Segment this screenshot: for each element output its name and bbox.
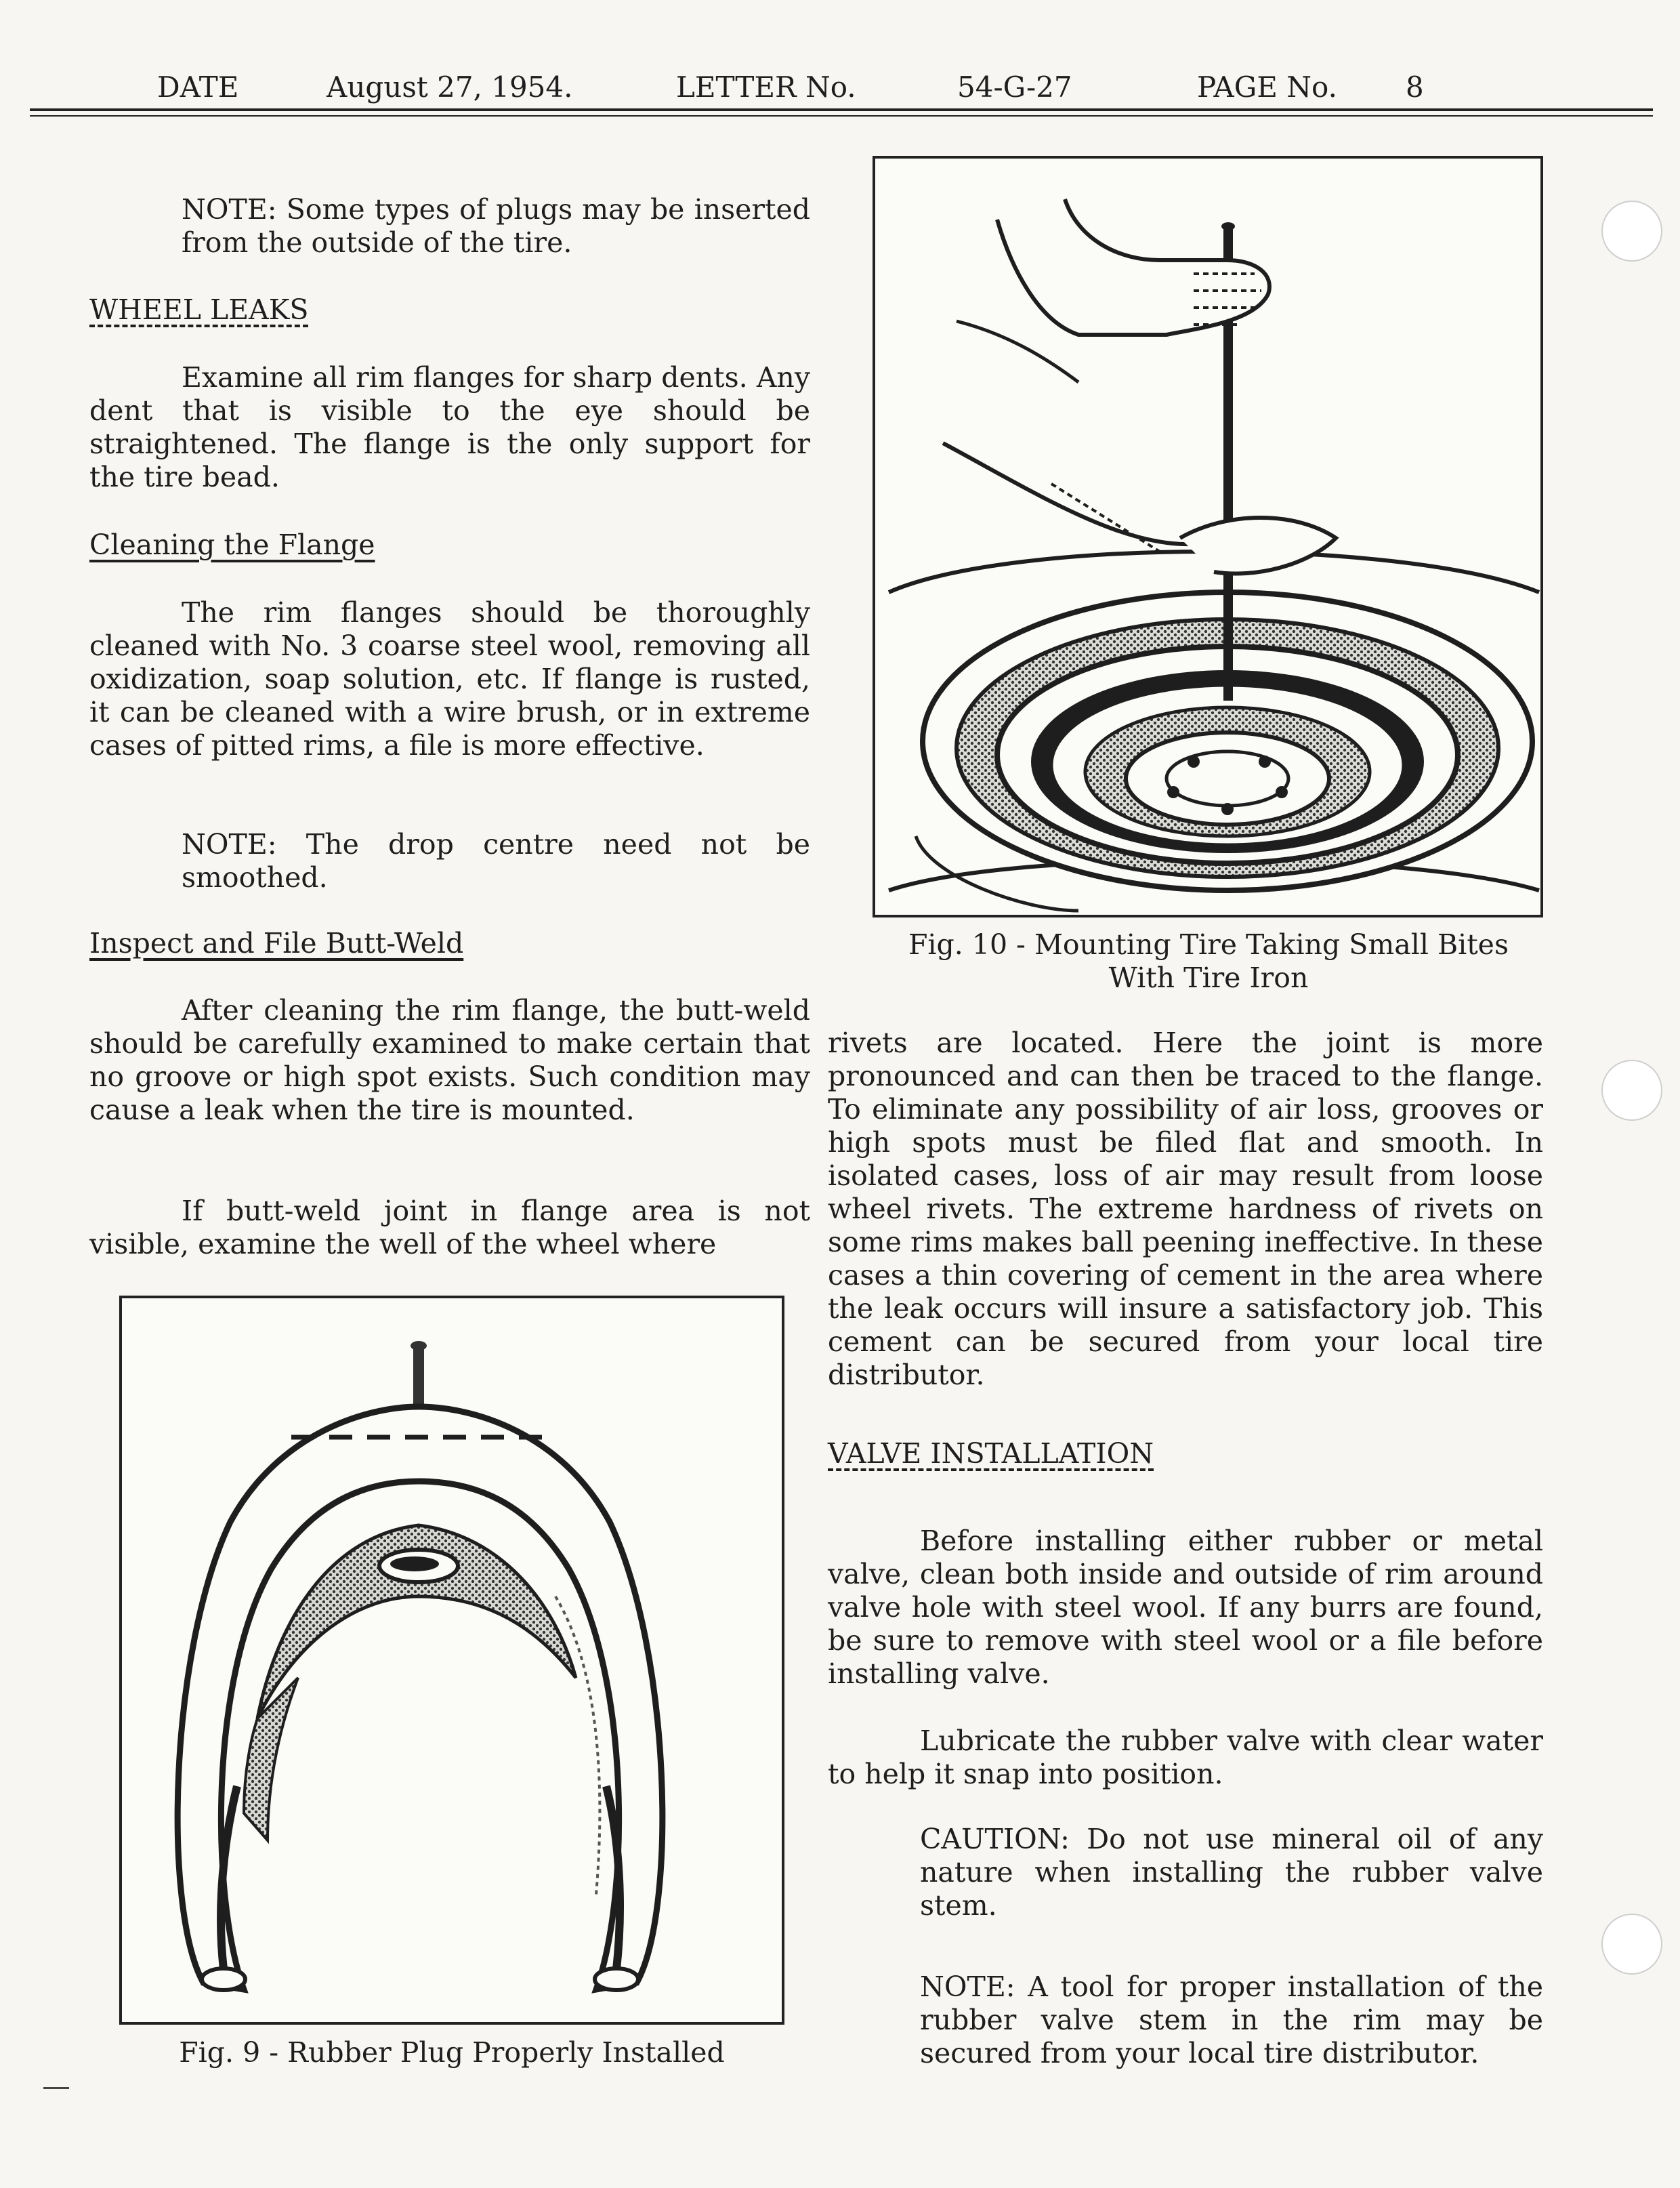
cleaning-heading: Cleaning the Flange [89,529,375,561]
header-rule-thin [30,115,1653,117]
note-tool: NOTE: A tool for proper installation of the rubber valve stem in the rim may be secured from your local tire distributor. [920,1970,1543,2069]
note-drop-centre: NOTE: The drop centre need not be smoothed. [182,828,810,894]
margin-mark [43,2087,69,2089]
inspect-heading: Inspect and File Butt-Weld [89,927,464,959]
tire-mounting-icon [875,159,1540,915]
punch-hole-middle [1601,1060,1662,1121]
page-number: 8 [1406,70,1424,104]
inspect-body: After cleaning the rim flange, the butt-weld should be carefully examined to make certain that no groove or high spot exists. Such condition may cause a leak when the tire is mounted. [89,994,810,1126]
note-plugs: NOTE: Some types of plugs may be inserted from the outside of the tire. [182,193,810,259]
header-rule [30,108,1653,111]
rivets-body: rivets are located. Here the joint is more pronounced and can then be traced to the flange. To eliminate any possibility of air loss, grooves or high spots must be filed flat and smooth. In isolated cases, loss of air may result from loose wheel rivets. The extreme hardness of rivets on some rims makes ball peening ineffective. In these cases a thin covering of cement in the area where the leak occurs will insure a satisfactory job. This cement can be secured from your local tire distributor. [828,1027,1543,1391]
punch-hole-bottom [1601,1914,1662,1975]
punch-hole-top [1601,201,1662,262]
caution-note: CAUTION: Do not use mineral oil of any nature when installing the rubber valve stem. [920,1823,1543,1922]
letter-value: 54-G-27 [957,70,1072,104]
letter-label: LETTER No. [676,70,856,104]
figure-9-caption: Fig. 9 - Rubber Plug Properly Installed [179,2036,725,2069]
valve-body: Before installing either rubber or metal valve, clean both inside and outside of rim around valve hole with steel wool. If any burrs are found, be sure to remove with steel wool or a file before installing valve. [828,1525,1543,1690]
date-label: DATE [157,70,239,104]
lubricate-body: Lubricate the rubber valve with clear water to help it snap into position. [828,1725,1543,1790]
valve-installation-heading: VALVE INSTALLATION [828,1437,1154,1470]
wheel-leaks-heading: WHEEL LEAKS [89,293,309,326]
wheel-leaks-body: Examine all rim flanges for sharp dents. Any dent that is visible to the eye should be straightened. The flange is the only support for the tire bead. [89,361,810,493]
figure-10-caption: Fig. 10 - Mounting Tire Taking Small Bites With Tire Iron [908,928,1509,994]
rubber-plug-tire-icon [122,1298,782,2022]
page-label: PAGE No. [1197,70,1337,104]
date-value: August 27, 1954. [327,70,573,104]
cleaning-body: The rim flanges should be thoroughly cleaned with No. 3 coarse steel wool, removing all oxidization, soap solution, etc. If flange is rusted, it can be cleaned with a wire brush, or in extreme cases of pitted rims, a file is more effective. [89,596,810,762]
butt-weld-body: If butt-weld joint in flange area is not visible, examine the well of the wheel where [89,1195,810,1260]
figure-9-frame [119,1296,784,2025]
figure-10-frame [873,156,1543,917]
